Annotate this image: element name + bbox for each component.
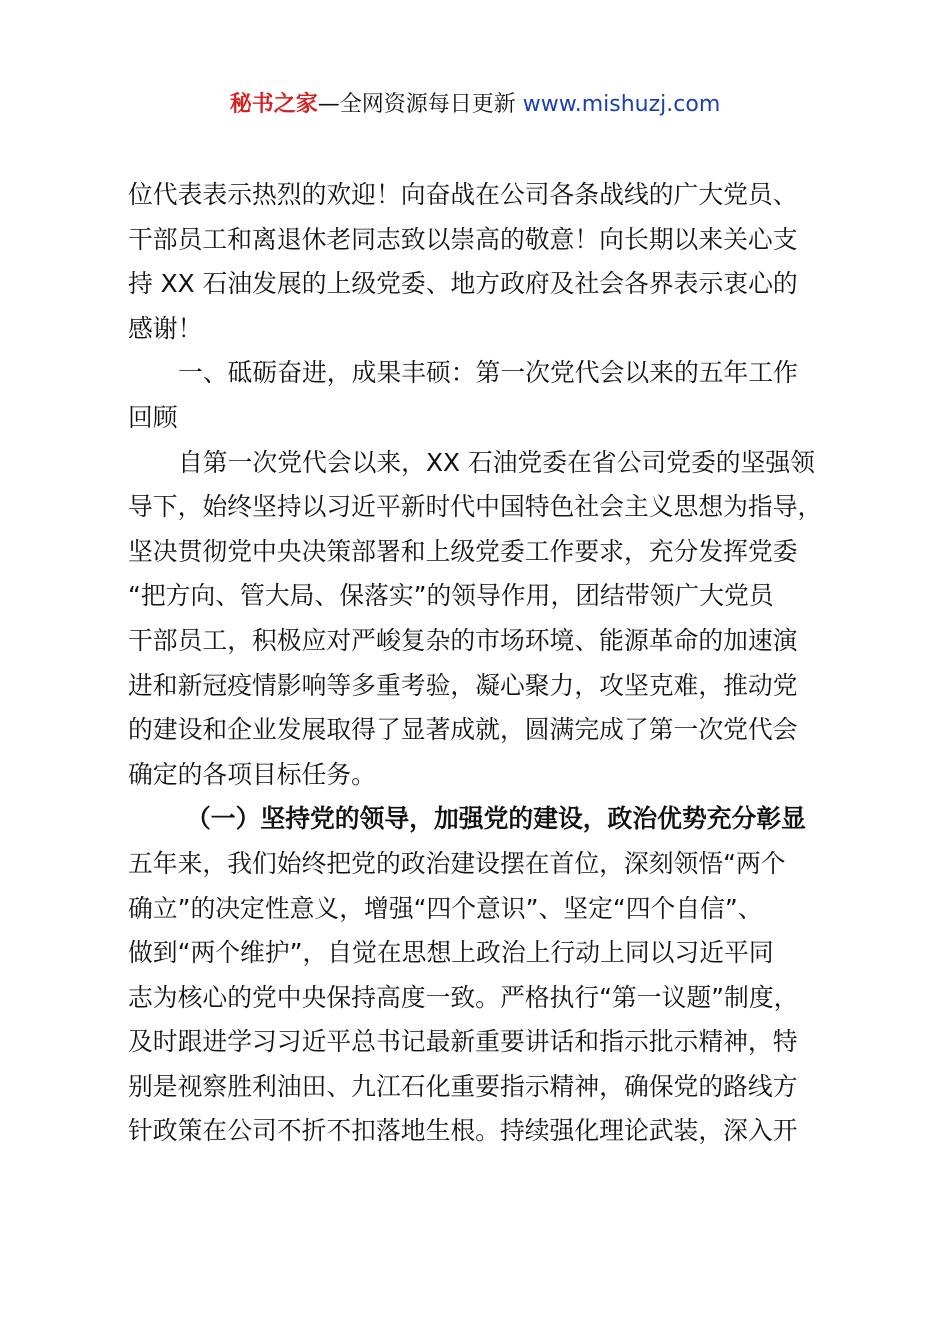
body-line: 的建设和企业发展取得了显著成就，圆满完成了第一次党代会	[128, 715, 798, 745]
body-line: 导下，始终坚持以习近平新时代中国特色社会主义思想为指导，	[128, 492, 823, 522]
body-line: 针政策在公司不折不扣落地生根。持续强化理论武装，深入开	[128, 1116, 798, 1146]
body-line: 做到“两个维护”，自觉在思想上政治上行动上同以习近平同	[128, 938, 774, 968]
site-tagline: —全网资源每日更新	[317, 92, 516, 117]
section-heading-cont: 回顾	[128, 402, 178, 432]
body-line: 确立”的决定性意义，增强“四个意识”、坚定“四个自信”、	[128, 893, 763, 923]
body-line: “把方向、管大局、保落实”的领导作用，团结带领广大党员	[128, 581, 774, 611]
body-line: 干部员工，积极应对严峻复杂的市场环境、能源革命的加速演	[128, 625, 798, 655]
body-line: 确定的各项目标任务。	[128, 759, 376, 789]
body-line: 五年来，我们始终把党的政治建设摆在首位，深刻领悟“两个	[128, 848, 786, 878]
body-line: 别是视察胜利油田、九江石化重要指示精神，确保党的路线方	[128, 1071, 798, 1101]
body-line: 感谢！	[128, 313, 203, 343]
body-line: 志为核心的党中央保持高度一致。严格执行“第一议题”制度，	[128, 982, 799, 1012]
site-url[interactable]: www.mishuzj.com	[522, 92, 721, 117]
body-line: 位代表表示热烈的欢迎！向奋战在公司各条战线的广大党员、	[128, 180, 798, 209]
section-heading: 一、砥砺奋进，成果丰硕：第一次党代会以来的五年工作	[178, 358, 798, 388]
subsection-heading: （一）坚持党的领导，加强党的建设，政治优势充分彰显	[186, 804, 806, 834]
body-line: 自第一次党代会以来，XX 石油党委在省公司党委的坚强领	[178, 447, 815, 477]
body-line: 坚决贯彻党中央决策部署和上级党委工作要求，充分发挥党委	[128, 536, 798, 566]
body-line: 干部员工和离退休老同志致以崇高的敬意！向长期以来关心支	[128, 224, 798, 254]
document-body	[128, 173, 828, 1154]
body-line: 持 XX 石油发展的上级党委、地方政府及社会各界表示衷心的	[128, 269, 798, 299]
site-brand: 秘书之家	[229, 92, 318, 117]
page-header	[0, 88, 950, 122]
body-line: 及时跟进学习习近平总书记最新重要讲话和指示批示精神，特	[128, 1027, 798, 1057]
body-line: 进和新冠疫情影响等多重考验，凝心聚力，攻坚克难，推动党	[128, 670, 798, 700]
